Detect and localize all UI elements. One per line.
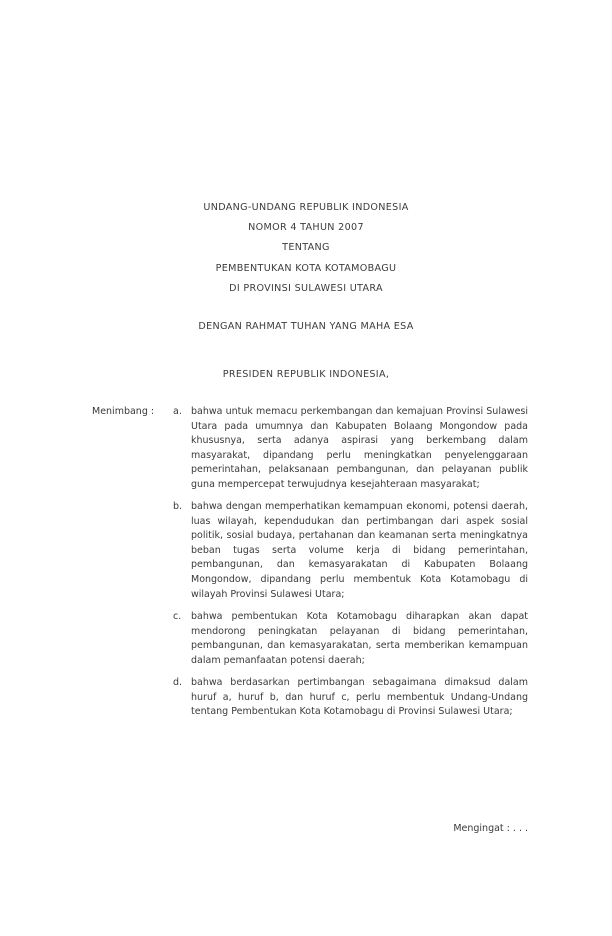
clause-marker: a. xyxy=(173,406,182,417)
footer-catchword: Mengingat : . . . xyxy=(453,823,528,834)
considering-label: Menimbang : xyxy=(92,406,155,417)
blessing-text: DENGAN RAHMAT TUHAN YANG MAHA ESA xyxy=(198,321,414,332)
document-title-block xyxy=(0,198,612,299)
title-line-about: TENTANG xyxy=(282,242,330,254)
clause-item xyxy=(173,610,528,668)
blessing-block xyxy=(0,320,612,333)
clause-text: bahwa berdasarkan pertimbangan sebagaimana dimaksud dalam huruf a, huruf b, dan huruf c, perlu membentuk Undang-Undang tentang Pembentukan Kota Kotamobagu di Provinsi Sulawesi Utara; xyxy=(191,677,528,718)
issuer-block xyxy=(0,368,612,381)
clause-item xyxy=(173,676,528,720)
title-line-subject: PEMBENTUKAN KOTA KOTAMOBAGU xyxy=(215,262,397,274)
considering-row xyxy=(92,405,528,720)
title-line-province: DI PROVINSI SULAWESI UTARA xyxy=(229,282,383,294)
issuer-text: PRESIDEN REPUBLIK INDONESIA, xyxy=(222,369,390,380)
clause-item xyxy=(173,500,528,602)
clause-marker: c. xyxy=(173,611,182,623)
title-line-number: NOMOR 4 TAHUN 2007 xyxy=(248,222,364,234)
clause-marker: b. xyxy=(173,501,183,513)
clause-text: bahwa dengan memperhatikan kemampuan ekonomi, potensi daerah, luas wilayah, kependudukan dan pertimbangan dari aspek sosial politik, sosial budaya, pertahanan dan keamanan serta meningkatnya beban tugas serta volume kerja di bidang pemerintahan, pembangunan, dan kemasyarakatan di Kabupaten Bolaang Mongondow, dipandang perlu membentuk Kota Kotamobagu di wilayah Provinsi Sulawesi Utara; xyxy=(191,501,528,600)
considering-clause-list xyxy=(173,405,528,720)
clause-marker: d. xyxy=(173,677,183,689)
clause-text: bahwa untuk memacu perkembangan dan kemajuan Provinsi Sulawesi Utara pada umumnya dan Kabupaten Bolaang Mongondow pada khususnya, serta adanya aspirasi yang berkembang dalam masyarakat, dipandang perlu meningkatkan penyelenggaraan pemerintahan, pelaksanaan pembangunan, dan pelayanan publik guna mempercepat terwujudnya kesejahteraan masyarakat; xyxy=(191,406,528,490)
clause-item xyxy=(173,405,528,492)
title-line-law-type: UNDANG-UNDANG REPUBLIK INDONESIA xyxy=(203,202,409,213)
clause-text: bahwa pembentukan Kota Kotamobagu diharapkan akan dapat mendorong peningkatan pelayanan di bidang pemerintahan, pembangunan, dan kemasyarakatan, serta memberikan kemampuan dalam pemanfaatan potensi daerah; xyxy=(191,611,528,666)
considering-section xyxy=(92,405,528,720)
